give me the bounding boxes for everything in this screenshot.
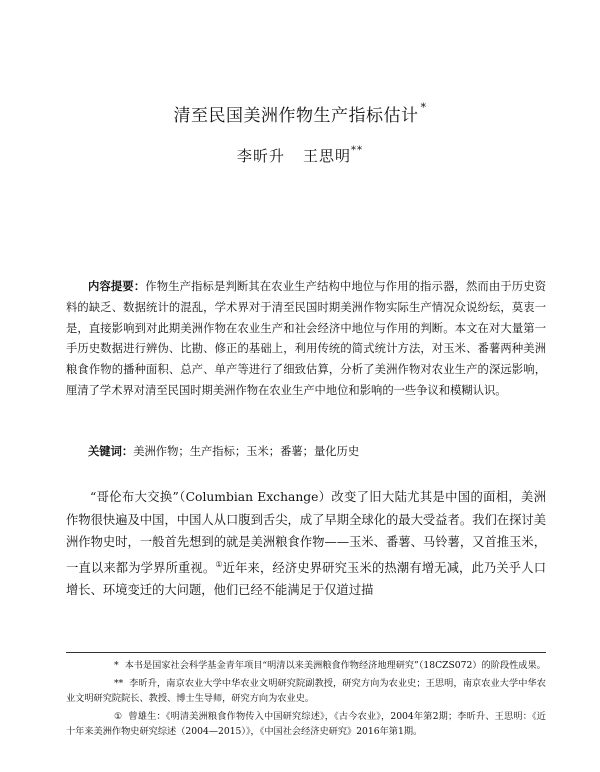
abstract-label: 内容提要： xyxy=(88,279,146,293)
author-name-2: 王思明 xyxy=(303,147,352,165)
footnote-item xyxy=(66,709,546,740)
abstract-text: 作物生产指标是判断其在农业生产结构中地位与作用的指示器，然而由于历史资料的缺乏、数据统计的混乱，学术界对于清至民国时期美洲作物实际生产情况众说纷纭，莫衷一是，直接影响到对此期美洲作物在农业生产和社会经济中地位与作用的判断。本文在对大量第一手历史数据进行辨伪、比勘、修正的基础上，利用传统的简式统计方法，对玉米、番薯两种美洲粮食作物的播种面积、总产、单产等进行了细致估算，分析了美洲作物对农业生产的深远影响，厘清了学术界对清至民国时期美洲作物在农业生产中地位和影响的一些争议和模糊认识。 xyxy=(66,280,546,397)
author-footnote-mark: ** xyxy=(351,145,364,156)
keywords-label: 关键词： xyxy=(88,444,134,458)
footnote-text: 曾雄生：《明清美洲粮食作物传入中国研究综述》，《古今农业》，2004年第2期；李昕升、王思明：《近十年来美洲作物史研究综述（2004—2015）》，《中国社会经济史研究》2016年第1期。 xyxy=(66,710,546,737)
keywords xyxy=(88,442,548,461)
abstract xyxy=(66,276,546,402)
footnotes xyxy=(66,658,546,742)
body-text-part-2: 近年来，经济史界研究玉米的热潮有增无减，此乃关乎人口增长、环境变迁的大问题，他们已经不能满足于仅道过描 xyxy=(66,560,546,598)
footnote-divider xyxy=(66,652,546,653)
footnote-item xyxy=(66,658,546,674)
footnote-reference: ① xyxy=(215,559,223,569)
keywords-text: 美洲作物；生产指标；玉米；番薯；量化历史 xyxy=(133,445,360,458)
footnote-mark: ** xyxy=(114,677,124,689)
body-text-part-1: “哥伦布大交换”（Columbian Exchange）改变了旧大陆尤其是中国的面相，美洲作物很快遍及中国，中国人从口腹到舌尖，成了早期全球化的最大受益者。我们在探讨美洲作物史时，一般首先想到的就是美洲粮食作物——玉米、番薯、马铃薯，又首推玉米，一直以来都为学界所重视。 xyxy=(66,490,546,575)
footnote-text: 李昕升，南京农业大学中华农业文明研究院副教授，研究方向为农业史；王思明，南京农业大学中华农业文明研究院院长、教授、博士生导师，研究方向为农业史。 xyxy=(66,677,546,704)
title-footnote-mark: * xyxy=(420,101,427,114)
body-paragraph xyxy=(66,486,546,602)
footnote-text: 本书是国家社会科学基金青年项目“明清以来美洲粮食作物经济地理研究”（18CZS072）的阶段性成果。 xyxy=(124,660,546,671)
author-line xyxy=(0,145,600,166)
author-name-1: 李昕升 xyxy=(236,147,285,165)
title-text: 清至民国美洲作物生产指标估计 xyxy=(173,106,419,126)
footnote-mark: ① xyxy=(114,710,123,722)
page-title xyxy=(0,101,600,126)
footnote-mark: * xyxy=(114,660,119,671)
footnote-item xyxy=(66,676,546,707)
